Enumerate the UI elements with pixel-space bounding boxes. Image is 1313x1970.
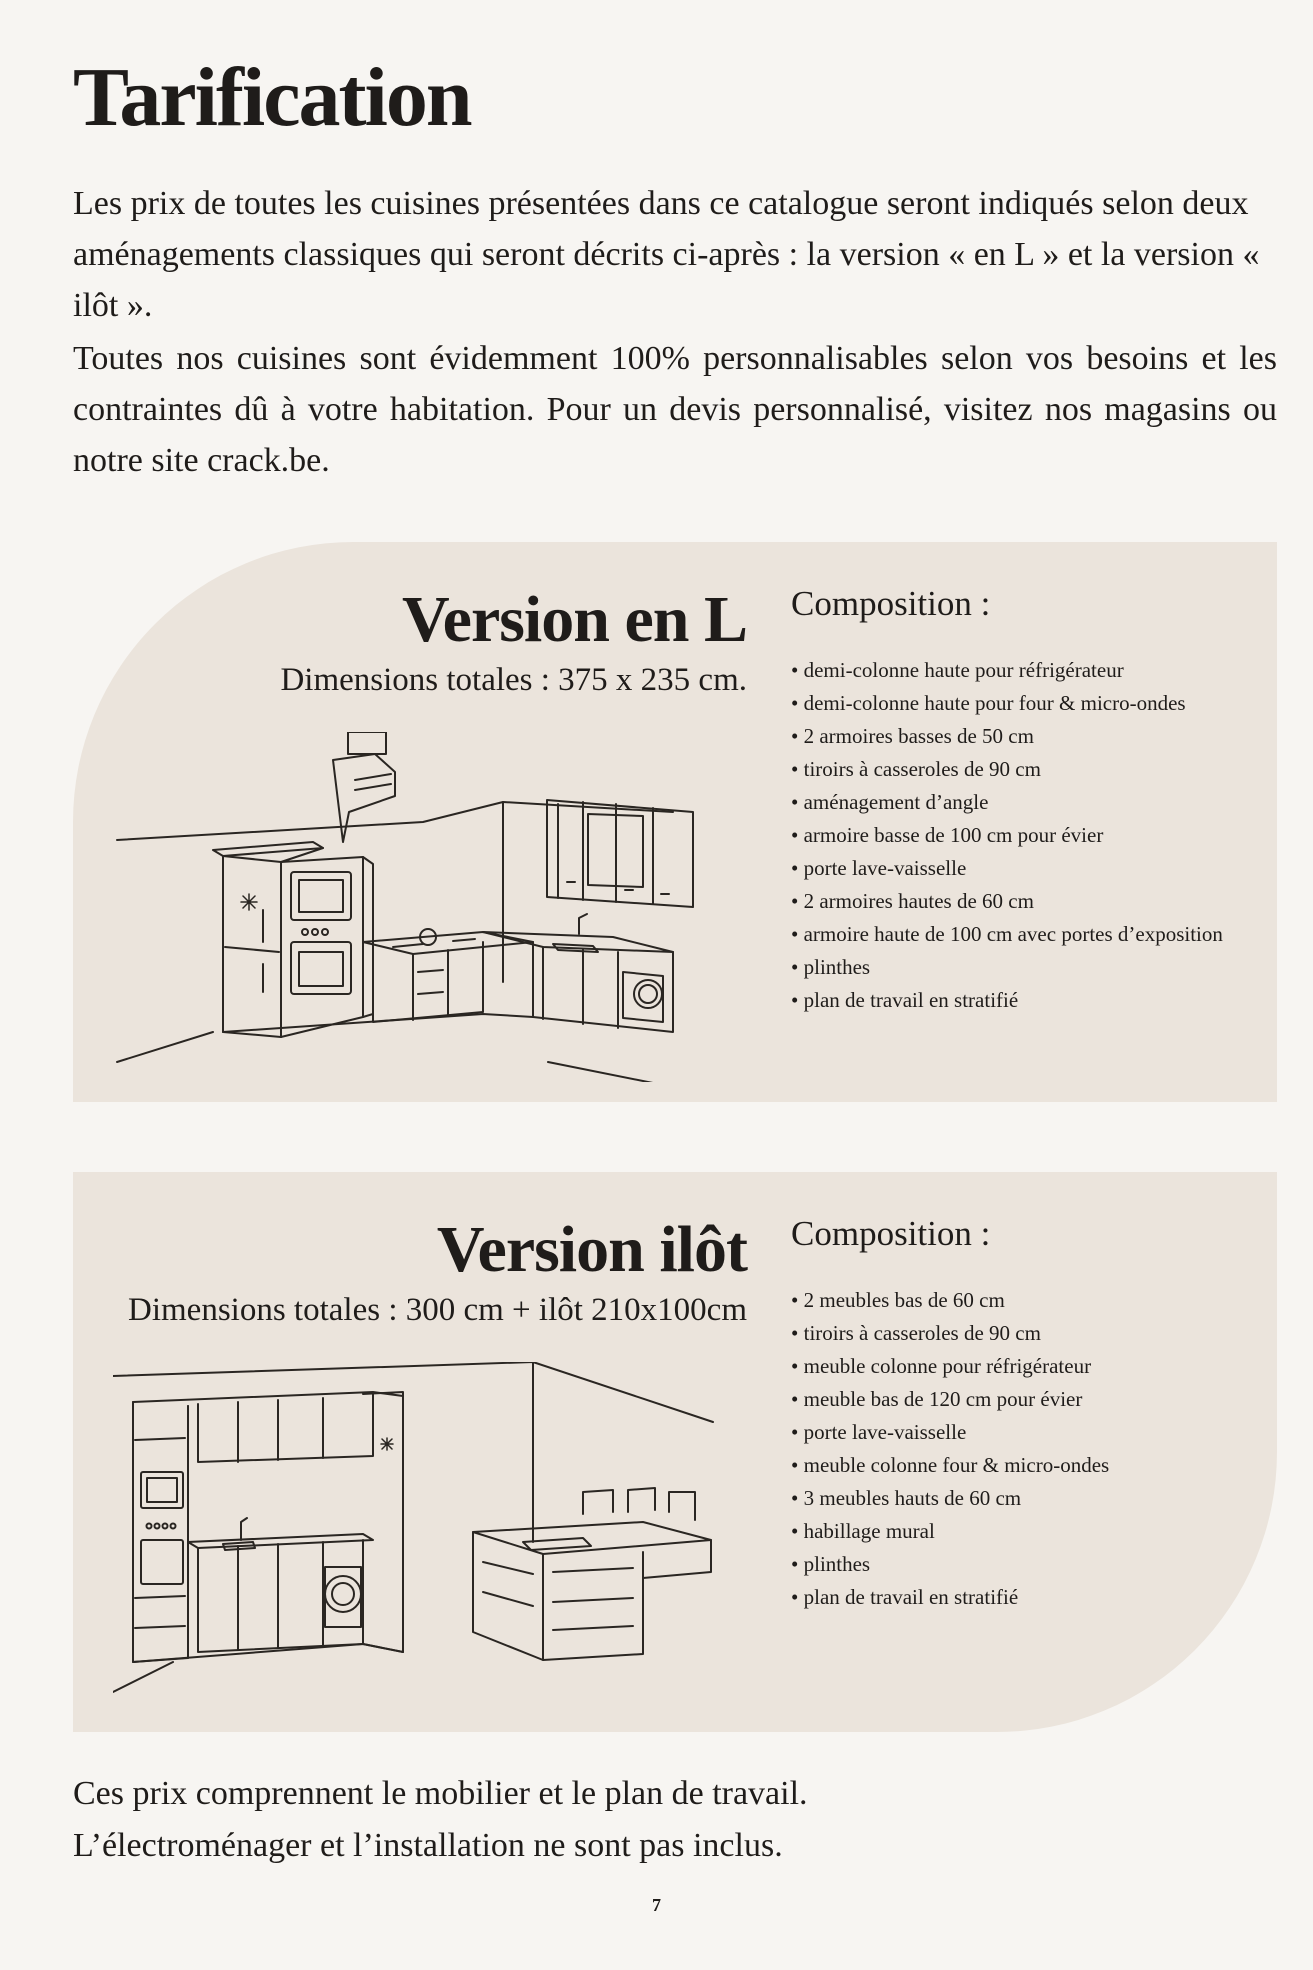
list-item: • 2 armoires basses de 50 cm: [791, 720, 1223, 753]
list-item: • armoire haute de 100 cm avec portes d’exposition: [791, 918, 1223, 951]
version-ilot-dimensions: Dimensions totales : 300 cm + ilôt 210x100cm: [128, 1292, 747, 1328]
list-item: • demi-colonne haute pour four & micro-ondes: [791, 687, 1223, 720]
version-l-dimensions: Dimensions totales : 375 x 235 cm.: [280, 662, 747, 698]
footer-line-1: Ces prix comprennent le mobilier et le plan de travail.: [73, 1775, 808, 1812]
version-ilot-title: Version ilôt: [436, 1213, 747, 1286]
list-item: • meuble bas de 120 cm pour évier: [791, 1383, 1109, 1416]
list-item: • porte lave-vaisselle: [791, 852, 1223, 885]
list-item: • porte lave-vaisselle: [791, 1416, 1109, 1449]
version-ilot-composition-title: Composition :: [791, 1214, 991, 1253]
list-item: • meuble colonne four & micro-ondes: [791, 1449, 1109, 1482]
list-item: • 2 armoires hautes de 60 cm: [791, 885, 1223, 918]
l-shaped-kitchen-illustration: [113, 732, 753, 1082]
version-l-composition-list: [791, 654, 1223, 1017]
list-item: • aménagement d’angle: [791, 786, 1223, 819]
version-l-title: Version en L: [402, 583, 747, 656]
version-l-composition-title: Composition :: [791, 584, 991, 623]
list-item: • plinthes: [791, 951, 1223, 984]
list-item: • plan de travail en stratifié: [791, 984, 1223, 1017]
list-item: • demi-colonne haute pour réfrigérateur: [791, 654, 1223, 687]
list-item: • tiroirs à casseroles de 90 cm: [791, 1317, 1109, 1350]
list-item: • plinthes: [791, 1548, 1109, 1581]
list-item: • 2 meubles bas de 60 cm: [791, 1284, 1109, 1317]
version-ilot-panel: [73, 1172, 1277, 1732]
list-item: • habillage mural: [791, 1515, 1109, 1548]
list-item: • tiroirs à casseroles de 90 cm: [791, 753, 1223, 786]
intro-paragraph-2: Toutes nos cuisines sont évidemment 100% personnalisables selon vos besoins et les contraintes dû à votre habitation. Pour un devis personnalisé, visitez nos magasins ou notre site crack.be.: [73, 340, 1277, 479]
island-kitchen-illustration: [113, 1362, 753, 1712]
page-title: Tarification: [73, 51, 471, 144]
list-item: • 3 meubles hauts de 60 cm: [791, 1482, 1109, 1515]
list-item: • plan de travail en stratifié: [791, 1581, 1109, 1614]
intro-paragraph-1: Les prix de toutes les cuisines présentées dans ce catalogue seront indiqués selon deux aménagements classiques qui seront décrits ci-après : la version « en L » et la version « ilôt ».: [73, 185, 1260, 324]
list-item: • meuble colonne pour réfrigérateur: [791, 1350, 1109, 1383]
footer-line-2: L’électroménager et l’installation ne sont pas inclus.: [73, 1827, 783, 1864]
version-l-panel: [73, 542, 1277, 1102]
list-item: • armoire basse de 100 cm pour évier: [791, 819, 1223, 852]
version-ilot-composition-list: [791, 1284, 1109, 1614]
footer-note: [73, 1768, 808, 1872]
page-number: 7: [652, 1895, 661, 1915]
